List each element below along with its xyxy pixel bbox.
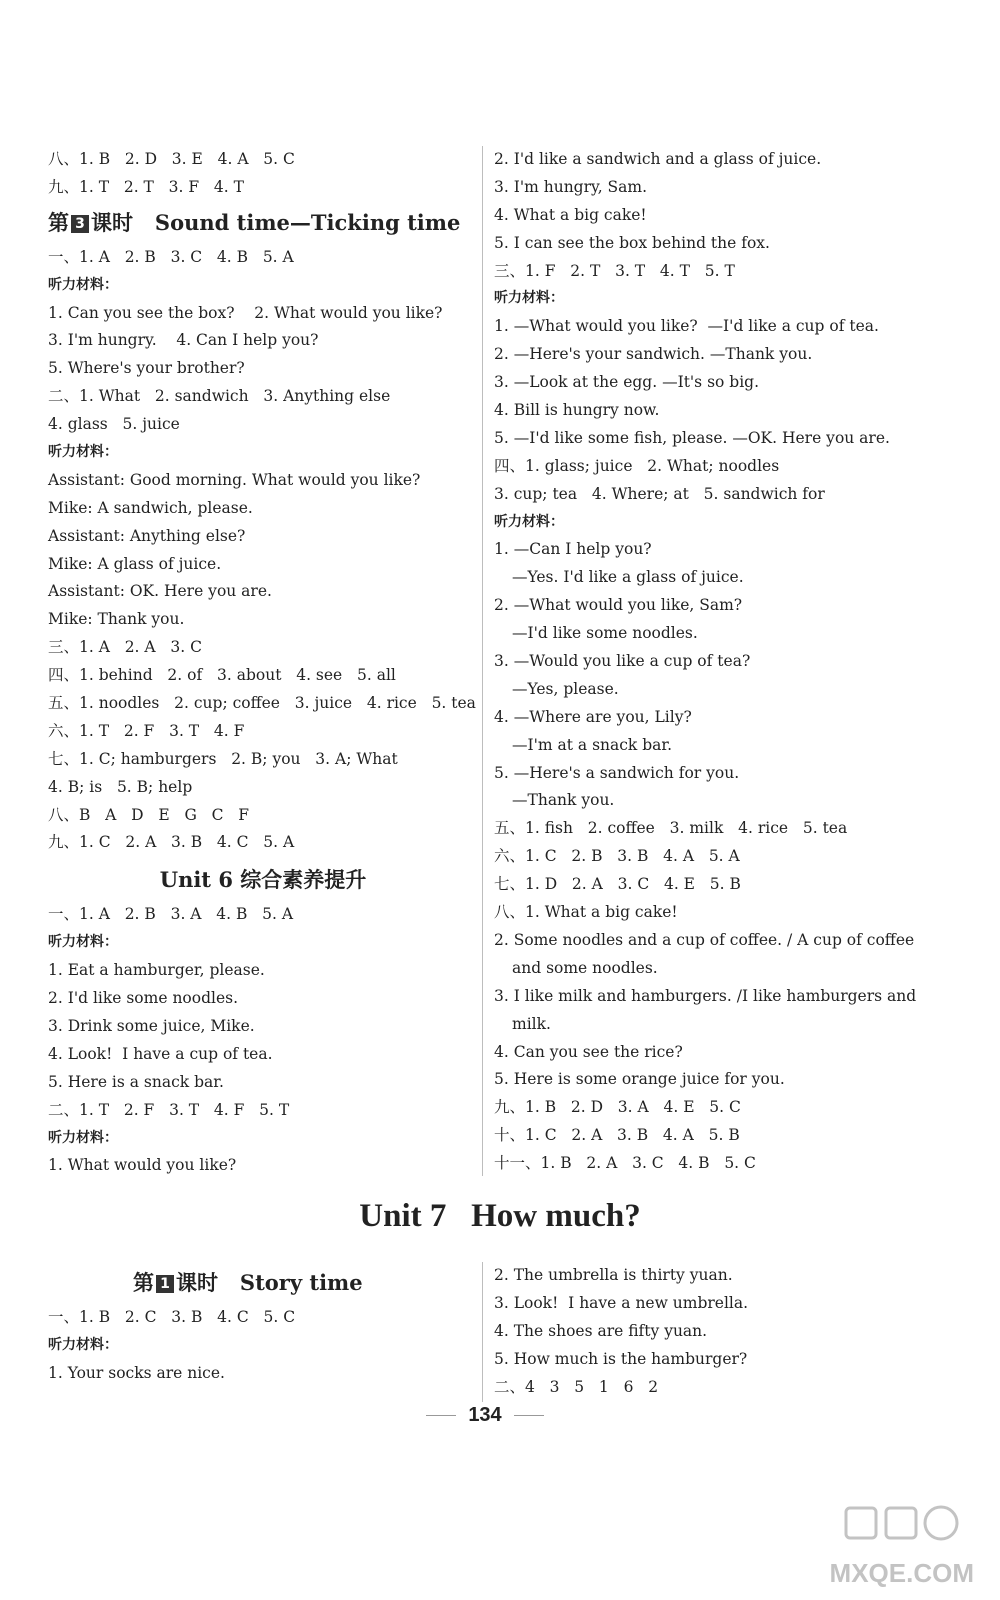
answer-line: 八、B A D E G C F bbox=[48, 805, 250, 824]
answer-line: 3. cup; tea 4. Where; at 5. sandwich for bbox=[494, 484, 825, 503]
answer-line: 七、1. D 2. A 3. C 4. E 5. B bbox=[494, 875, 741, 894]
answer-line: 4. The shoes are fifty yuan. bbox=[494, 1321, 708, 1340]
answer-line: and some noodles. bbox=[512, 958, 658, 977]
answer-line: 4. Look! I have a cup of tea. bbox=[48, 1044, 273, 1063]
section-heading bbox=[48, 1262, 478, 1304]
unit6-heading: Unit 6 综合素养提升 bbox=[159, 867, 367, 893]
right-column bbox=[494, 146, 934, 1178]
answer-line: —I'm at a snack bar. bbox=[512, 735, 673, 754]
answer-line: 5. Where's your brother? bbox=[48, 359, 245, 378]
answer-line: 一、1. A 2. B 3. C 4. B 5. A bbox=[48, 247, 294, 266]
answer-line: 1. Can you see the box? 2. What would you like? bbox=[48, 303, 443, 322]
answer-line: 3. —Look at the egg. —It's so big. bbox=[494, 373, 760, 392]
answer-line: 十、1. C 2. A 3. B 4. A 5. B bbox=[494, 1126, 740, 1145]
answer-line: 2. I'd like some noodles. bbox=[48, 989, 239, 1008]
left-column-2 bbox=[48, 1262, 478, 1388]
answer-line: 2. Some noodles and a cup of coffee. / A cup of coffee bbox=[494, 930, 915, 949]
answer-line: 二、1. T 2. F 3. T 4. F 5. T bbox=[48, 1100, 290, 1119]
page-number bbox=[0, 1404, 970, 1427]
answer-block bbox=[48, 146, 478, 202]
answer-line: —Yes. I'd like a glass of juice. bbox=[512, 568, 744, 587]
section-label: 听力材料： bbox=[48, 276, 118, 293]
section-label: 听力材料： bbox=[48, 1336, 118, 1353]
answer-line: 1. —Can I help you? bbox=[494, 540, 652, 559]
answer-block bbox=[48, 1304, 478, 1388]
answer-line: 4. Can you see the rice? bbox=[494, 1042, 683, 1061]
watermark-text: MXQE.COM bbox=[829, 1558, 974, 1588]
answer-line: 3. I like milk and hamburgers. /I like hamburgers and bbox=[494, 986, 917, 1005]
answer-line: Assistant: Good morning. What would you like? bbox=[48, 470, 421, 489]
answer-block bbox=[48, 901, 478, 1180]
answer-line: milk. bbox=[512, 1014, 551, 1033]
answer-line: 5. —I'd like some fish, please. —OK. Here you are. bbox=[494, 428, 890, 447]
section-label: 听力材料： bbox=[48, 934, 118, 951]
answer-line: Mike: Thank you. bbox=[48, 610, 185, 629]
answer-line: 5. Here is a snack bar. bbox=[48, 1072, 224, 1091]
answer-line: 4. —Where are you, Lily? bbox=[494, 707, 692, 726]
answer-line: 九、1. B 2. D 3. A 4. E 5. C bbox=[494, 1098, 741, 1117]
answer-line: 十一、1. B 2. A 3. C 4. B 5. C bbox=[494, 1154, 756, 1173]
heading-text: 课时 Story time bbox=[176, 1270, 363, 1295]
answer-line: 七、1. C; hamburgers 2. B; you 3. A; What bbox=[48, 749, 398, 768]
answer-line: 六、1. C 2. B 3. B 4. A 5. A bbox=[494, 847, 740, 866]
answer-line: 3. Drink some juice, Mike. bbox=[48, 1016, 255, 1035]
answer-line: 五、1. noodles 2. cup; coffee 3. juice 4. rice 5. tea bbox=[48, 694, 476, 713]
section-label: 听力材料： bbox=[48, 1129, 118, 1146]
answer-line: 4. B; is 5. B; help bbox=[48, 777, 193, 796]
answer-line: 五、1. fish 2. coffee 3. milk 4. rice 5. tea bbox=[494, 819, 848, 838]
column-divider-top bbox=[482, 146, 483, 1176]
column-divider-bottom bbox=[482, 1262, 483, 1402]
answer-line: 1. —What would you like? —I'd like a cup of tea. bbox=[494, 317, 879, 336]
answer-line: Mike: A glass of juice. bbox=[48, 554, 222, 573]
right-column-2 bbox=[494, 1262, 934, 1401]
unit-title: Unit 7 How much? bbox=[359, 1198, 641, 1234]
answer-line: —Thank you. bbox=[512, 791, 615, 810]
answer-line: 2. —Here's your sandwich. —Thank you. bbox=[494, 345, 813, 364]
answer-line: 1. Your socks are nice. bbox=[48, 1363, 225, 1382]
answer-line: —I'd like some noodles. bbox=[512, 624, 698, 643]
answer-line: 1. Eat a hamburger, please. bbox=[48, 961, 265, 980]
answer-line: 4. glass 5. juice bbox=[48, 415, 180, 434]
answer-line: 4. Bill is hungry now. bbox=[494, 401, 660, 420]
answer-line: 5. —Here's a sandwich for you. bbox=[494, 763, 740, 782]
answer-line: 1. What would you like? bbox=[48, 1156, 237, 1175]
heading-prefix: 第 bbox=[48, 209, 69, 235]
lesson-number-badge: 3 bbox=[71, 215, 89, 233]
heading-prefix: 第 bbox=[133, 1270, 154, 1295]
answer-block bbox=[48, 244, 478, 858]
answer-line: 九、1. T 2. T 3. F 4. T bbox=[48, 177, 244, 196]
answer-line: 一、1. B 2. C 3. B 4. C 5. C bbox=[48, 1308, 296, 1326]
answer-line: 四、1. behind 2. of 3. about 4. see 5. all bbox=[48, 666, 396, 685]
page-rule-left bbox=[426, 1415, 456, 1416]
answer-line: 3. I'm hungry, Sam. bbox=[494, 177, 648, 196]
answer-line: 九、1. C 2. A 3. B 4. C 5. A bbox=[48, 833, 295, 852]
answer-line: 3. Look! I have a new umbrella. bbox=[494, 1293, 749, 1312]
watermark-logo bbox=[806, 1502, 976, 1592]
section-label: 听力材料： bbox=[48, 444, 118, 461]
answer-line: 2. I'd like a sandwich and a glass of juice. bbox=[494, 150, 822, 168]
answer-line: —Yes, please. bbox=[512, 679, 619, 698]
left-column bbox=[48, 146, 478, 1180]
answer-line: 六、1. T 2. F 3. T 4. F bbox=[48, 721, 245, 740]
page-rule-right bbox=[514, 1415, 544, 1416]
answer-line: 5. Here is some orange juice for you. bbox=[494, 1070, 785, 1089]
lesson-number-badge: 1 bbox=[156, 1275, 174, 1293]
answer-line: 4. What a big cake! bbox=[494, 205, 647, 224]
section-label: 听力材料： bbox=[494, 290, 564, 307]
answer-line: 二、4 3 5 1 6 2 bbox=[494, 1377, 659, 1396]
answer-line: 5. How much is the hamburger? bbox=[494, 1349, 748, 1368]
answer-line: 5. I can see the box behind the fox. bbox=[494, 233, 770, 252]
section-label: 听力材料： bbox=[494, 513, 564, 530]
answer-line: 3. —Would you like a cup of tea? bbox=[494, 652, 751, 671]
answer-line: 2. —What would you like, Sam? bbox=[494, 596, 743, 615]
answer-line: 八、1. What a big cake! bbox=[494, 903, 678, 922]
answer-line: 2. The umbrella is thirty yuan. bbox=[494, 1266, 733, 1284]
answer-line: Mike: A sandwich, please. bbox=[48, 498, 253, 517]
heading-text: 课时 Sound time—Ticking time bbox=[91, 209, 461, 235]
answer-line: 四、1. glass; juice 2. What; noodles bbox=[494, 456, 780, 475]
answer-line: 二、1. What 2. sandwich 3. Anything else bbox=[48, 387, 391, 406]
answer-line: 一、1. A 2. B 3. A 4. B 5. A bbox=[48, 905, 294, 924]
answer-line: 3. I'm hungry. 4. Can I help you? bbox=[48, 331, 319, 350]
answer-line: 八、1. B 2. D 3. E 4. A 5. C bbox=[48, 150, 295, 168]
section-heading bbox=[48, 202, 478, 244]
answer-line: 三、1. F 2. T 3. T 4. T 5. T bbox=[494, 261, 735, 280]
page-number-text: 134 bbox=[468, 1404, 502, 1426]
answer-line: Assistant: Anything else? bbox=[48, 526, 246, 545]
answer-line: 三、1. A 2. A 3. C bbox=[48, 638, 202, 657]
answer-line: Assistant: OK. Here you are. bbox=[48, 582, 272, 601]
